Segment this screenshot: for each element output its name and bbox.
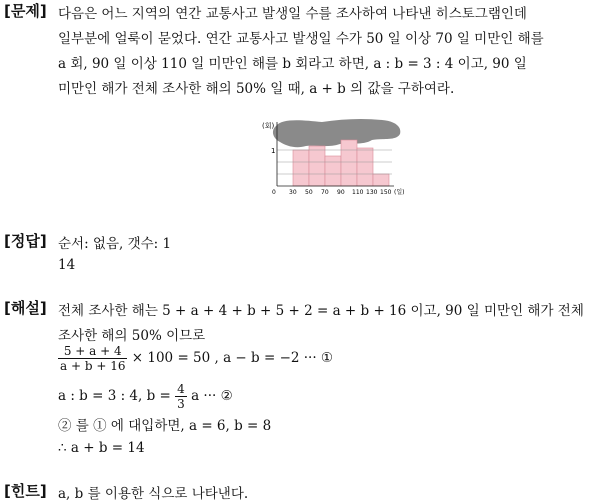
bar-130-150 xyxy=(373,174,389,186)
ratio-left: a : b = 3 : 4, b = xyxy=(58,388,171,404)
ratio-right: a ··· ② xyxy=(191,388,233,404)
x-tick-150: 150 xyxy=(380,189,392,196)
fraction-numerator: 5 + a + 4 xyxy=(58,344,127,359)
solution-line-1: 전체 조사한 해는 5 + a + 4 + b + 5 + 2 = a + b + 16 이고, 90 일 미만인 해가 전체 xyxy=(58,303,584,319)
problem-line-3: a 회, 90 일 이상 110 일 미만인 해를 b 회라고 하면, a : b = 3 : 4 이고, 90 일 xyxy=(58,56,527,72)
x-tick-70: 70 xyxy=(321,189,329,196)
x-tick-30: 30 xyxy=(289,189,297,196)
fraction-denominator: 3 xyxy=(177,397,185,411)
x-tick-110: 110 xyxy=(352,189,364,196)
ink-stain xyxy=(273,119,400,147)
histogram-figure xyxy=(262,116,412,196)
x-axis-unit: (일) xyxy=(394,189,405,196)
histogram-bars xyxy=(293,140,389,186)
fraction xyxy=(58,344,127,373)
bar-50-70 xyxy=(309,146,325,186)
hint-tag: [힌트] xyxy=(4,482,47,500)
x-tick-50: 50 xyxy=(305,189,313,196)
problem-line-4: 미만인 해가 전체 조사한 해의 50% 일 때, a + b 의 값을 구하여라. xyxy=(58,81,455,97)
problem-line-1: 다음은 어느 지역의 연간 교통사고 발생일 수를 조사하여 나타낸 히스토그램인데 xyxy=(58,6,527,22)
hint-line: a, b 를 이용한 식으로 나타낸다. xyxy=(58,486,249,502)
solution-line-6: ∴ a + b = 14 xyxy=(58,440,145,456)
y-axis-unit: (회) xyxy=(262,122,275,130)
solution-eq-1 xyxy=(58,344,333,373)
answer-value: 14 xyxy=(58,257,76,273)
solution-eq-2 xyxy=(58,382,233,411)
fraction-denominator: a + b + 16 xyxy=(60,359,126,373)
bar-90-110 xyxy=(341,140,357,186)
solution-tag: [해설] xyxy=(4,299,47,317)
x-tick-0: 0 xyxy=(272,189,276,196)
x-tick-130: 130 xyxy=(366,189,378,196)
bar-70-90 xyxy=(325,156,341,186)
answer-tag: [정답] xyxy=(4,232,47,250)
equation-rest: × 100 = 50 , a − b = −2 ··· ① xyxy=(131,350,334,366)
y-tick-label: 1 xyxy=(271,147,276,155)
bar-110-130 xyxy=(357,148,373,186)
bar-30-50 xyxy=(293,150,309,186)
problem-tag: [문제] xyxy=(4,2,47,20)
fraction-numerator: 4 xyxy=(177,382,185,396)
answer-line-1: 순서: 없음, 갯수: 1 xyxy=(58,236,172,252)
problem-line-2: 일부분에 얼룩이 묻었다. 연간 교통사고 발생일 수가 50 일 이상 70 일 미만인 해를 xyxy=(58,31,544,47)
solution-line-5: ② 를 ① 에 대입하면, a = 6, b = 8 xyxy=(58,418,272,434)
solution-line-2: 조사한 해의 50% 이므로 xyxy=(58,328,206,344)
fraction-four-thirds xyxy=(175,382,187,411)
x-tick-90: 90 xyxy=(337,189,345,196)
